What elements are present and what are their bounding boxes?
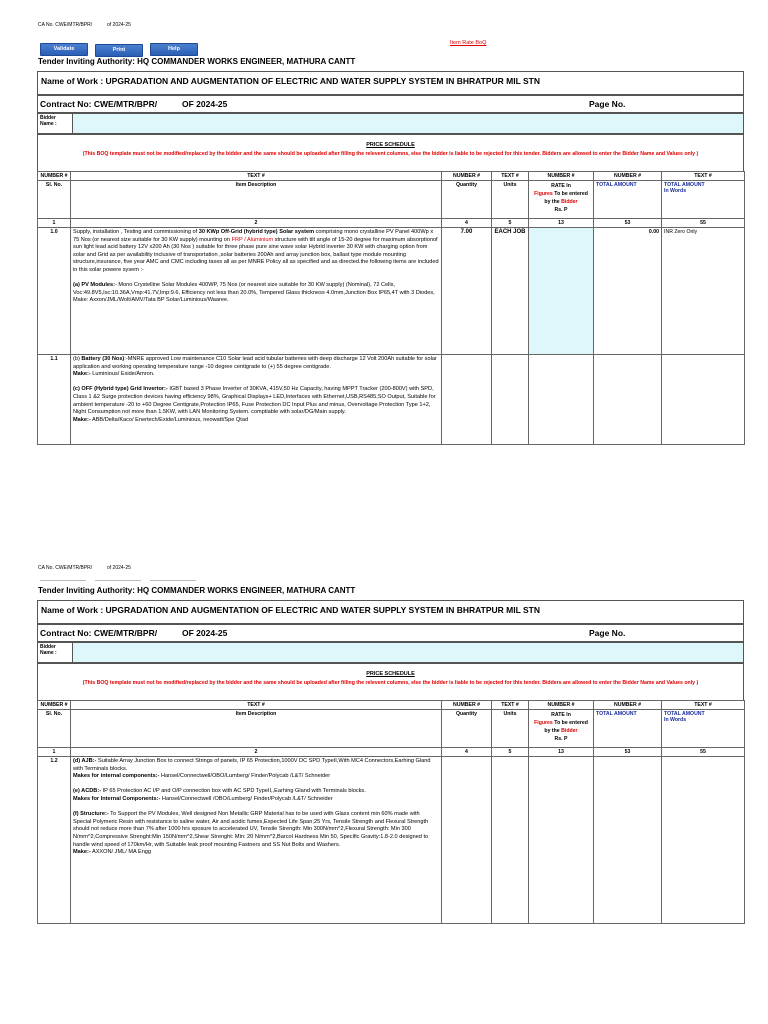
tender-inviting-authority: Tender Inviting Authority: HQ COMMANDER WORKS ENGINEER, MATHURA CANTT (38, 57, 356, 66)
type-cell: TEXT # (662, 172, 745, 181)
column-number: 1 (38, 748, 71, 757)
item-description: (b) Battery (30 Nos):-MNRE approved Low maintenance C10 Solar lead acid tubular batteries with deep discharge 12 Volt 200Ah suitable for solar application and working operating temperature range -10 degree centigrade to (+) 55 degree centigrade. Make:- Luminious/ Exide/Amron. (c) OFF (Hybrid type) Grid Invertor:- IGBT based 3 Phase Inverter of 30KVA, 415V,50 Hz Capacity, having MPPT Tracker (200-800V) with SPD, Class 1 &2 Surge protection devices having efficiency 98%, Graphical Displays+ LED,Interfaces with Ethernet,USB,RS485,SO Output, Suitable for ambient temperature -20 to +60 Degree Centigrate,Protection IP65, Fuse Protection DC Input Plus and minus, Overvoltage Protection Type 1+2, Night Consumption not more than 1.5KW, with LAN Monitoring System. comptiable with solar/DG/Main supply. Make:- ABB/Delta/Kaco/ Enertech/Exide/Luminious, neowatt/Spe Qtad (71, 355, 442, 445)
type-cell: NUMBER # (442, 172, 492, 181)
type-cell: TEXT # (71, 701, 442, 710)
bidder-row (37, 113, 744, 134)
price-schedule-block (37, 663, 744, 700)
header-item-description: Item Description (71, 710, 442, 748)
item-quantity: 7.00 (442, 228, 492, 355)
type-cell: TEXT # (662, 701, 745, 710)
header-total-amount: TOTAL AMOUNT (594, 181, 662, 219)
type-cell: NUMBER # (529, 172, 594, 181)
boq-notice: (This BOQ template must not be modified/replaced by the bidder and the same should be uploaded after filling the relevent columns, else the bidder is liable to be rejected for this tender. Bidders are allowed to enter the Bidder Name and Values only ) (82, 151, 699, 157)
header-rate: RATE In Figures To be entered by the Bidder Rs. P (529, 181, 594, 219)
type-cell: NUMBER # (594, 701, 662, 710)
boq-table-page-2 (37, 700, 745, 924)
print-button[interactable]: Print (95, 44, 143, 57)
boq-table-page-1 (37, 171, 745, 445)
ca-number: CA No. CWE/MTR/BPR/ (38, 565, 93, 571)
item-rate-boq-label: Item Rate BoQ (450, 40, 487, 46)
contract-row (37, 624, 744, 642)
column-number: 55 (662, 219, 745, 228)
item-amount-in-words: INR Zero Only (662, 228, 745, 355)
type-cell: NUMBER # (442, 701, 492, 710)
column-number: 53 (594, 748, 662, 757)
type-cell: TEXT # (492, 701, 529, 710)
page-number-label: Page No. (589, 99, 626, 109)
table-row (38, 355, 745, 445)
column-number: 4 (442, 219, 492, 228)
price-schedule-title: PRICE SCHEDULE (366, 142, 415, 148)
header-units: Units (492, 181, 529, 219)
header-quantity: Quantity (442, 710, 492, 748)
contract-number: Contract No: CWE/MTR/BPR/ (40, 628, 158, 638)
header-amount-in-words: TOTAL AMOUNT In Words (662, 710, 745, 748)
column-number: 1 (38, 219, 71, 228)
column-number: 13 (529, 748, 594, 757)
item-units: EACH JOB (492, 228, 529, 355)
type-cell: TEXT # (71, 172, 442, 181)
item-description: (d) AJB:- Suitable Array Junction Box to connect Strings of panels, IP 65 Protection,1000V DC SPD TypeII,With MC4 Connectors,Earhing Gland with Terminals blocks. Makes for internal components:- Hansel/Connectwell/OBO/Lumberg/ Finder/Polycab /L&T/ Schneider (e) ACDB:- IP 65 Protection AC I/P and O/P connection box with AC SPD TypeII,,Earhing Gland with Terminals blocks. Makes for Internal Components:- Hansel/Connectwell /OBO/Lumberg/ Finder/Polycab /L&T/ Schneider (f) Structure:- To Support the PV Modules, Well designed Non Metallic GRP Material has to be used with Glass content min 60% made with Special Polymeric Resin with resistance to saline water, Air and acidic fumes,Expected Life Span;25 Yrs, Tensile Strength and Flexural Strength should not reduce more than 7% after 1000 hrs xposure to accelerated UV, Tensile Strength: Min 300N/mm^2,Flexural Strength: Min 300 N/mm^2,Compressive Strenght:Min 150N/mm^2,Shear Strenght: Min: 20 N/mm^2,Barcol Hardness Min 50, Specific Gravity:1.8-2.0 designed to handle wind speed of 170km/Hr, with Suitable leak proof mounting Fastners and SS Nut Bolts and Washers. Make:- AXXON/ JML/ MA Engg (71, 757, 442, 924)
type-cell: NUMBER # (38, 172, 71, 181)
type-cell: NUMBER # (38, 701, 71, 710)
type-cell: NUMBER # (529, 701, 594, 710)
column-number: 55 (662, 748, 745, 757)
header-quantity: Quantity (442, 181, 492, 219)
item-description: Supply, installation , Testing and commissioning of 30 KWp Off-Grid (hybrid type) Solar system comprising mono crystalline PV Panel 400Wp x 75 Nos (or nearest size suitable for 30 KW supply) mounting on FRP / Aluminium structure with tilt angle of 15-20 degree for maximum absorptionof sun light lead acid battery 12V x200 Ah (30 Nos ) suitable for three phase pure sine wave solar Hybrid inverter 30 KW with charging option from solar and Grid as per availability inclusive of transportation ,solar batteries 200Ah and array junction box, ballast type module mounting structure,insurance, five year AMC and CMC including taxes all as per MNRE Policy all as specified and as directed.the following items are included in this solar powere sysem :- (a) PV Modules:- Mono Crystelline Solar Modules 400WP, 75 Nos (or nearest size suitable for 30 KW supply) (Nominal), 72 Cells, Voc:49.8V5,Isc:10.36A,Vmp:41.7V,Imp:9.6, Efficiency not less than 20.0%, Tempered Glass thickness 4.0mm,Junction Box IP65,4T with 3 Diodes, Make: Axxon/JML/Wolt/AMV/Tata BP Solar/Luminious/Waaree. (71, 228, 442, 355)
header-sl-no: Sl. No. (38, 710, 71, 748)
header-units: Units (492, 710, 529, 748)
tender-inviting-authority: Tender Inviting Authority: HQ COMMANDER WORKS ENGINEER, MATHURA CANTT (38, 586, 356, 595)
bidder-name-label: Bidder Name : (40, 644, 57, 656)
item-sl-no: 1.1 (38, 355, 71, 445)
contract-number: Contract No: CWE/MTR/BPR/ (40, 99, 158, 109)
column-number: 2 (71, 748, 442, 757)
item-total-amount: 0.00 (594, 228, 662, 355)
column-number: 53 (594, 219, 662, 228)
name-of-work: Name of Work : UPGRADATION AND AUGMENTATION OF ELECTRIC AND WATER SUPPLY SYSTEM IN BHRATPUR MIL STN (37, 71, 744, 95)
column-number: 2 (71, 219, 442, 228)
header-rate: RATE In Figures To be entered by the Bidder Rs. P (529, 710, 594, 748)
bidder-name-input[interactable] (72, 114, 743, 133)
contract-row (37, 95, 744, 113)
header-item-description: Item Description (71, 181, 442, 219)
ca-year: of 2024-25 (107, 22, 131, 28)
column-number: 4 (442, 748, 492, 757)
boq-notice: (This BOQ template must not be modified/replaced by the bidder and the same should be uploaded after filling the relevent columns, else the bidder is liable to be rejected for this tender. Bidders are allowed to enter the Bidder Name and Values only ) (82, 680, 699, 686)
bidder-name-input[interactable] (72, 643, 743, 662)
type-cell: NUMBER # (594, 172, 662, 181)
price-schedule-block (37, 134, 744, 171)
item-sl-no: 1.0 (38, 228, 71, 355)
column-number: 5 (492, 219, 529, 228)
contract-year: OF 2024-25 (182, 99, 228, 109)
header-amount-in-words: TOTAL AMOUNT In Words (662, 181, 745, 219)
page-number-label: Page No. (589, 628, 626, 638)
item-sl-no: 1.2 (38, 757, 71, 924)
help-button[interactable]: Help (150, 43, 198, 56)
ca-year: of 2024-25 (107, 565, 131, 571)
validate-button[interactable]: Validate (40, 43, 88, 56)
name-of-work: Name of Work : UPGRADATION AND AUGMENTATION OF ELECTRIC AND WATER SUPPLY SYSTEM IN BHRATPUR MIL STN (37, 600, 744, 624)
price-schedule-title: PRICE SCHEDULE (366, 671, 415, 677)
rate-input[interactable] (529, 228, 594, 355)
column-number: 5 (492, 748, 529, 757)
column-number: 13 (529, 219, 594, 228)
header-sl-no: Sl. No. (38, 181, 71, 219)
table-row (38, 757, 745, 924)
header-total-amount: TOTAL AMOUNT (594, 710, 662, 748)
contract-year: OF 2024-25 (182, 628, 228, 638)
table-row (38, 228, 745, 355)
ca-number: CA No. CWE/MTR/BPR/ (38, 22, 93, 28)
bidder-name-label: Bidder Name : (40, 115, 57, 127)
bidder-row (37, 642, 744, 663)
type-cell: TEXT # (492, 172, 529, 181)
